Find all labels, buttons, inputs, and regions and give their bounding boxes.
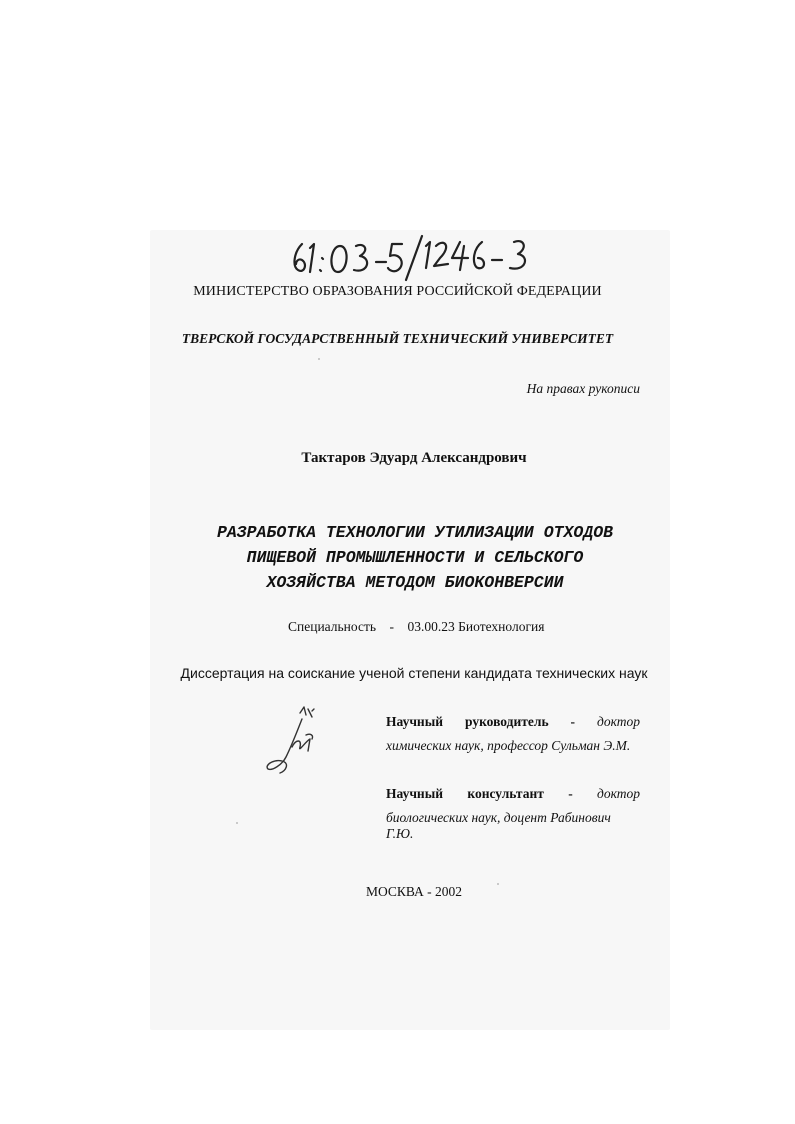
handwritten-signature xyxy=(262,705,332,777)
manuscript-rights-note: На правах рукописи xyxy=(526,381,640,396)
specialty-label: Специальность xyxy=(288,619,377,634)
city-year: МОСКВА - 2002 xyxy=(365,884,463,899)
specialty-dash: - xyxy=(389,619,395,634)
archive-mark-handwritten xyxy=(288,232,548,282)
signature xyxy=(262,705,332,777)
scan-speck xyxy=(318,358,320,360)
advisor-degree: доктор xyxy=(597,786,640,801)
title-line: РАЗРАБОТКА ТЕХНОЛОГИИ УТИЛИЗАЦИИ ОТХОДОВ xyxy=(216,523,614,542)
handwritten-archive-number xyxy=(288,232,548,282)
advisor-role-word: Научный xyxy=(386,714,444,729)
advisor-role-type: руководитель xyxy=(464,714,549,729)
university-heading: ТВЕРСКОЙ ГОСУДАРСТВЕННЫЙ ТЕХНИЧЕСКИЙ УНИВЕРСИТЕТ xyxy=(181,331,614,346)
scientific-consultant xyxy=(386,786,640,842)
advisor-details: биологических наук, доцент Рабинович Г.Ю. xyxy=(386,810,611,841)
author-name: Тактаров Эдуард Александрович xyxy=(301,450,527,466)
advisor-dash: - xyxy=(570,714,576,729)
advisor-degree: доктор xyxy=(597,714,640,729)
dissertation-title xyxy=(150,520,680,595)
advisor-role-word: Научный xyxy=(386,786,444,801)
ministry-heading: МИНИСТЕРСТВО ОБРАЗОВАНИЯ РОССИЙСКОЙ ФЕДЕРАЦИИ xyxy=(193,284,602,299)
scan-speck xyxy=(497,883,499,885)
specialty-value: 03.00.23 Биотехнология xyxy=(407,619,545,634)
specialty-line xyxy=(288,619,544,635)
advisor-role-type: консультант xyxy=(467,786,544,801)
advisor-dash: - xyxy=(568,786,573,801)
advisor-details: химических наук, профессор Сульман Э.М. xyxy=(386,738,631,753)
title-line: ХОЗЯЙСТВА МЕТОДОМ БИОКОНВЕРСИИ xyxy=(266,573,564,592)
title-line: ПИЩЕВОЙ ПРОМЫШЛЕННОСТИ И СЕЛЬСКОГО xyxy=(246,548,584,567)
degree-statement: Диссертация на соискание ученой степени кандидата технических наук xyxy=(180,665,648,681)
scientific-supervisor xyxy=(386,714,640,754)
scan-speck xyxy=(236,822,238,824)
